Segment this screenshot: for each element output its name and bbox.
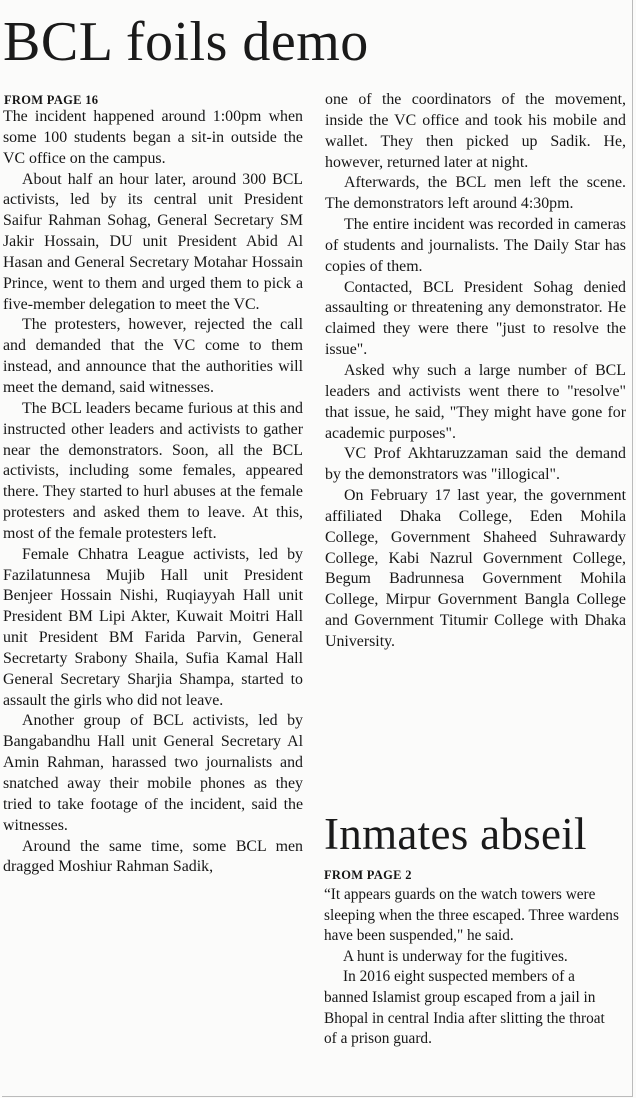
paragraph: In 2016 eight suspected members of a banned Islamist group escaped from a jail in Bhopal in central India after slitting the throat of a prison guard. <box>324 968 605 1048</box>
paragraph: On February 17 last year, the government affiliated Dhaka College, Eden Mohila College, Government Shaheed Suhrawardy College, Kabi Nazrul Government College, Begum Badrunnesa Government Mohila College, Mirpur Government Bangla College and Government Titumir College with Dhaka University. <box>325 487 626 650</box>
paragraph: A hunt is underway for the fugitives. <box>343 947 568 965</box>
paragraph: VC Prof Akhtaruzzaman said the demand by the demonstrators was "illogical". <box>325 445 626 484</box>
paragraph: “It appears guards on the watch towers were sleeping when the three escaped. Three wardens have been suspended," he said. <box>324 886 619 945</box>
paragraph: Asked why such a large number of BCL leaders and activists went there to "resolve" that issue, he said, "They might have gone for academic purposes". <box>325 361 626 442</box>
paragraph: Afterwards, the BCL men left the scene. The demonstrators left around 4:30pm. <box>325 174 626 213</box>
article-column-2 <box>325 90 626 653</box>
article-column-1 <box>3 107 303 878</box>
paragraph: The incident happened around 1:00pm when some 100 students began a sit-in outside the VC office on the campus. <box>3 108 303 167</box>
article-headline: BCL foils demo <box>3 11 369 73</box>
paragraph: The protesters, however, rejected the call and demanded that the VC come to them instead, and announce that the authorities will meet the demand, said witnesses. <box>3 316 303 396</box>
paragraph: About half an hour later, around 300 BCL activists, led by its central unit President Saifur Rahman Sohag, General Secretary SM Jakir Hossain, DU unit President Abid Al Hasan and General Secretary Motahar Hossain Prince, went to them and urged them to pick a five-member delegation to meet the VC. <box>3 170 303 313</box>
article-2-body <box>324 885 620 1050</box>
paragraph: The entire incident was recorded in cameras of students and journalists. The Daily Star has copies of them. <box>325 216 626 275</box>
paragraph: Around the same time, some BCL men dragged Moshiur Rahman Sadik, <box>3 837 303 876</box>
paragraph: one of the coordinators of the movement, inside the VC office and took his mobile and wallet. They then picked up Sadik. He, however, returned later at night. <box>325 91 626 171</box>
article-headline-2: Inmates abseil <box>324 809 587 859</box>
article-kicker: FROM PAGE 16 <box>4 93 99 107</box>
paragraph: Contacted, BCL President Sohag denied assaulting or threatening any demonstrator. He claimed they were there "just to resolve the issue". <box>325 278 626 359</box>
paragraph: Female Chhatra League activists, led by Fazilatunnesa Mujib Hall unit President Benjeer Hossain Nishi, Ruqiayyah Hall unit President BM Lipi Akter, Kuwait Moitri Hall unit President BM Farida Parvin, General Secretarty Srabony Shaila, Sufia Kamal Hall General Secretary Sharjia Shampa, started to assault the girls who did not leave. <box>3 545 303 709</box>
paragraph: Another group of BCL activists, led by Bangabandhu Hall unit General Secretary Al Amin Rahman, harassed two journalists and snatched away their mobile phones as they tried to take footage of the incident, said the witnesses. <box>3 712 303 834</box>
article-kicker-2: FROM PAGE 2 <box>324 868 412 882</box>
paragraph: The BCL leaders became furious at this and instructed other leaders and activists to gather near the demonstrators. Soon, all the BCL activists, including some females, appeared there. They started to hurl abuses at the female protesters and asked them to leave. At this, most of the female protesters left. <box>3 399 303 542</box>
